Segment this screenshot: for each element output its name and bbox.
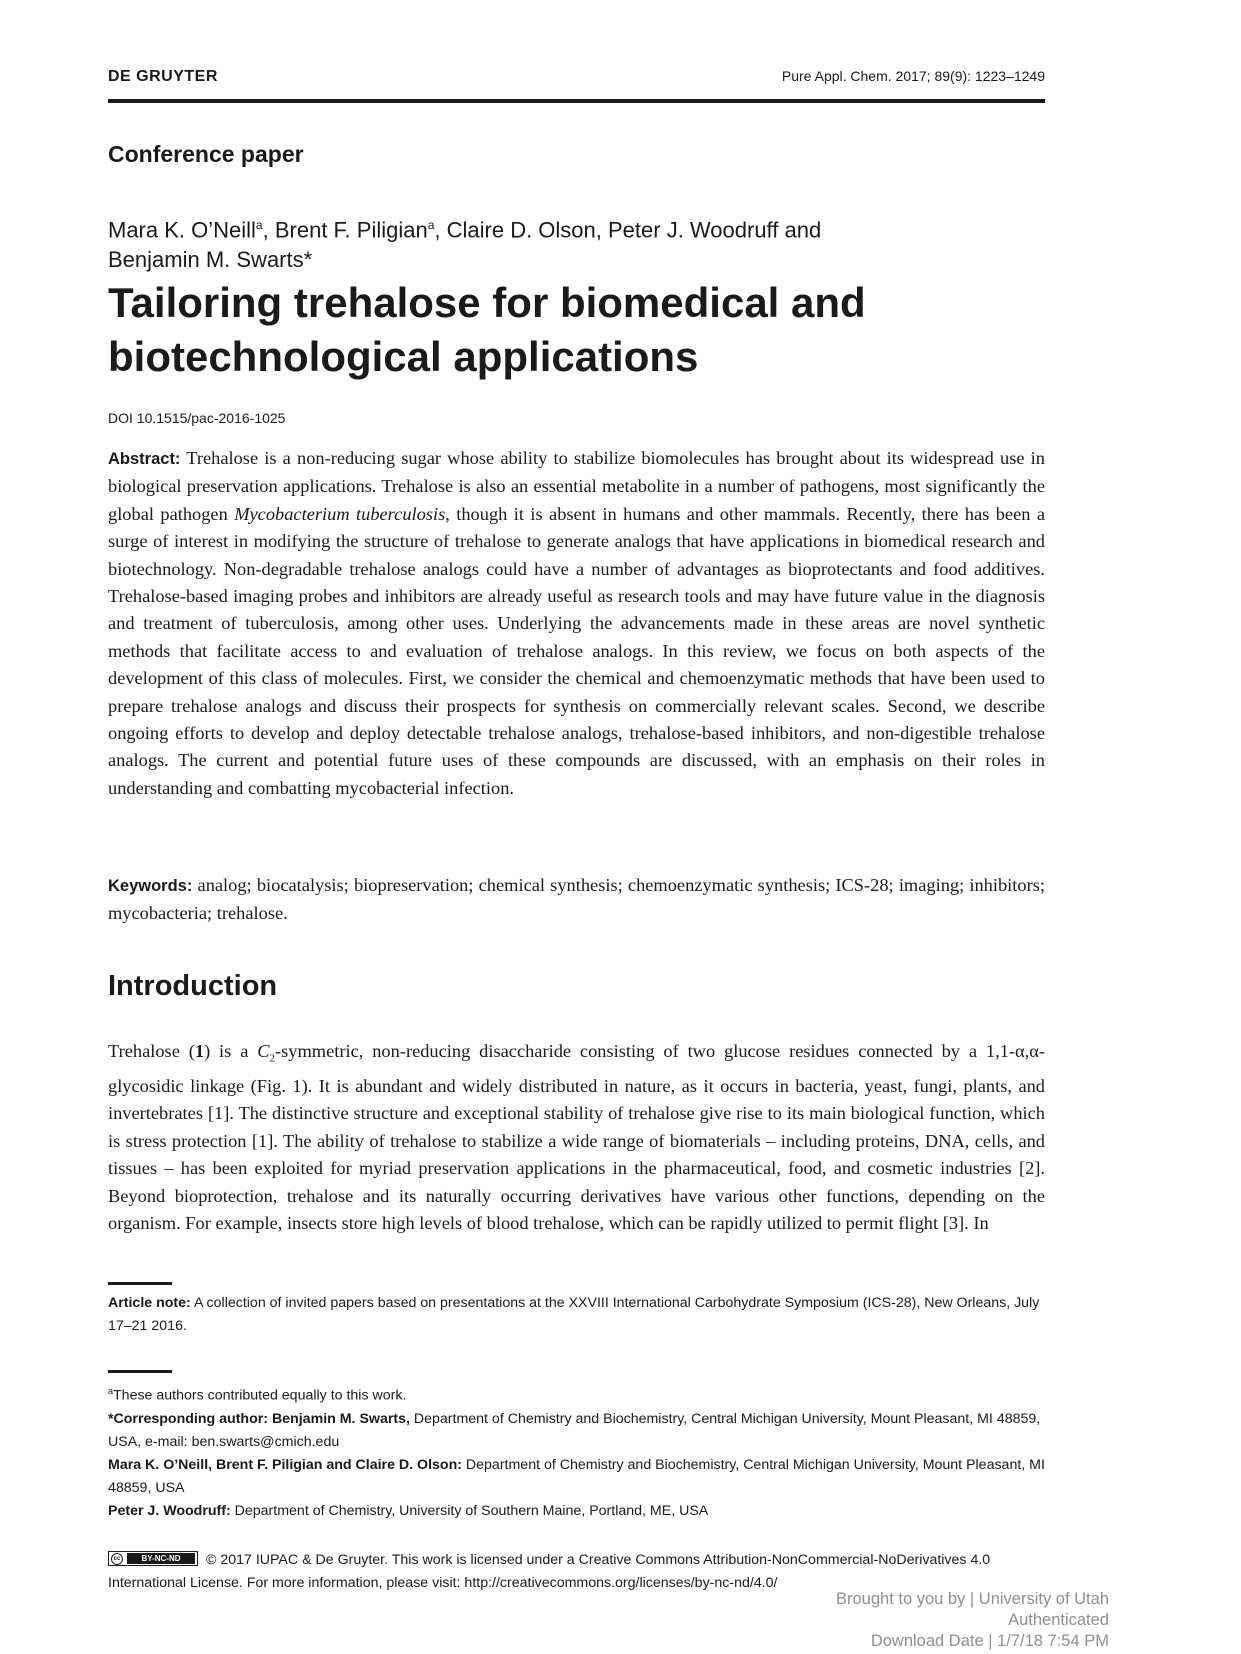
author-oneill-mark: a xyxy=(255,218,263,232)
abstract-text-after: , though it is absent in humans and other mammals. Recently, there has been a surge of interest in modifying the structure of trehalose to generate analogs that have applications in biomedical research and biotechnology. Non-degradable trehalose analogs could have a number of advantages as bioprotectants and food additives. Trehalose-based imaging probes and inhibitors are already useful as research tools and may have future value in the diagnosis and treatment of tuberculosis, among other uses. Underlying the advancements made in these areas are novel synthetic methods that facilitate access to and evaluation of trehalose analogs. In this review, we focus on both aspects of the development of this class of molecules. First, we consider the chemical and chemoenzymatic methods that have been used to prepare trehalose analogs and discuss their prospects for synthesis on commercially relevant scales. Second, we describe ongoing efforts to develop and deploy detectable trehalose analogs, trehalose-based inhibitors, and non-digestible trehalose analogs. The current and potential future uses of these compounds are discussed, with an emphasis on their roles in understanding and combatting mycobacterial infection. xyxy=(108,503,1045,798)
corresponding-author-label: *Corresponding author: Benjamin M. Swarts, xyxy=(108,1410,410,1427)
journal-reference: Pure Appl. Chem. 2017; 89(9): 1223–1249 xyxy=(781,68,1045,84)
article-note xyxy=(108,1292,1045,1338)
corresponding-author-text: Department of Chemistry and Biochemistry, Central Michigan University, Mount Pleasant, MI 48859, USA, e-mail: ben.swarts@cmich.edu xyxy=(108,1410,1041,1450)
publisher-name: DE GRUYTER xyxy=(108,68,218,85)
abstract xyxy=(108,445,1045,802)
affiliation-group-text: Department of Chemistry and Biochemistry, Central Michigan University, Mount Pleasant, MI 48859, USA xyxy=(108,1456,1045,1496)
symmetry-letter: C xyxy=(257,1041,270,1061)
intro-text-1: Trehalose ( xyxy=(108,1041,195,1061)
footnote-rule xyxy=(108,1370,172,1373)
article-type: Conference paper xyxy=(108,141,304,167)
watermark-line-2: Authenticated xyxy=(1008,1611,1109,1629)
abstract-label: Abstract: xyxy=(108,450,181,468)
compound-number: 1 xyxy=(194,1041,205,1061)
author-oneill: Mara K. O’Neill xyxy=(108,217,256,243)
intro-text-3: -symmetric, non-reducing disaccharide consisting of two glucose residues connected by a 1,1-α,α-glycosidic linkage (Fig. 1). It is abundant and widely distributed in nature, as it occurs in bacteria, yeast, fungi, plants, and invertebrates [1]. The distinctive structure and exceptional stability of trehalose give rise to its main biological function, which is stress protection [1]. The ability of trehalose to stabilize a wide range of biomaterials – including proteins, DNA, cells, and tissues – has been exploited for myriad preservation applications in the pharmaceutical, food, and cosmetic industries [2]. Beyond bioprotection, trehalose and its naturally occurring derivatives have various other functions, depending on the organism. For example, insects store high levels of blood trehalose, which can be rapidly utilized to permit flight [3]. In xyxy=(108,1041,1046,1234)
author-rest: , Claire D. Olson, Peter J. Woodruff and Benjamin M. Swarts* xyxy=(108,217,822,273)
page-header xyxy=(108,62,1045,88)
author-piligian-mark: a xyxy=(427,218,435,232)
affiliation-woodruff-text: Department of Chemistry, University of Southern Maine, Portland, ME, USA xyxy=(230,1502,709,1519)
footnotes xyxy=(108,1380,1045,1523)
abstract-text-before: Trehalose is a non-reducing sugar whose ability to stabilize biomolecules has brought about its widespread use in biological preservation applications. Trehalose is also an essential metabolite in a number of pathogens, most significantly the global pathogen xyxy=(108,448,1045,524)
watermark-line-1: Brought to you by | University of Utah xyxy=(836,1590,1109,1608)
author-list xyxy=(108,210,868,275)
introduction-paragraph xyxy=(108,1038,1045,1238)
affiliation-woodruff-label: Peter J. Woodruff: xyxy=(108,1502,231,1519)
section-heading-introduction: Introduction xyxy=(108,970,278,1002)
cc-license-badge xyxy=(108,1551,198,1566)
watermark-line-3: Download Date | 1/7/18 7:54 PM xyxy=(870,1632,1109,1650)
download-watermark xyxy=(836,1589,1109,1652)
cc-badge-text: BY-NC-ND xyxy=(127,1553,195,1564)
header-rule xyxy=(108,99,1045,103)
affiliation-group-label: Mara K. O’Neill, Brent F. Piligian and Claire D. Olson: xyxy=(108,1456,462,1473)
article-note-text: A collection of invited papers based on presentations at the XXVIII International Carbohydrate Symposium (ICS-28), New Orleans, July 17–21 2016. xyxy=(108,1295,1040,1334)
license-text: © 2017 IUPAC & De Gruyter. This work is licensed under a Creative Commons Attribution-NonCommercial-NoDerivatives 4.0 International License. For more information, please visit: http://creativecommons.org/licenses/by-nc-nd/4.0/ xyxy=(108,1552,991,1591)
equal-contribution-text: These authors contributed equally to this work. xyxy=(113,1387,407,1404)
intro-text-2: ) is a xyxy=(204,1041,258,1061)
keywords xyxy=(108,872,1045,928)
keywords-label: Keywords: xyxy=(108,877,193,895)
equal-contribution-mark: a xyxy=(108,1386,114,1396)
article-note-rule xyxy=(108,1282,172,1285)
symmetry-subscript: 2 xyxy=(269,1052,276,1065)
cc-logo-icon: cc xyxy=(111,1553,123,1565)
doi: DOI 10.1515/pac-2016-1025 xyxy=(108,410,286,426)
paper-title: Tailoring trehalose for biomedical and biotechnological applications xyxy=(108,279,866,380)
article-note-label: Article note: xyxy=(108,1295,191,1311)
abstract-organism: Mycobacterium tuberculosis xyxy=(234,503,446,524)
keywords-text: analog; biocatalysis; biopreservation; chemical synthesis; chemoenzymatic synthesis; ICS-28; imaging; inhibitors; mycobacteria; trehalose. xyxy=(108,875,1045,924)
author-piligian: Brent F. Piligian xyxy=(274,217,428,243)
author-separator: , xyxy=(262,217,275,243)
